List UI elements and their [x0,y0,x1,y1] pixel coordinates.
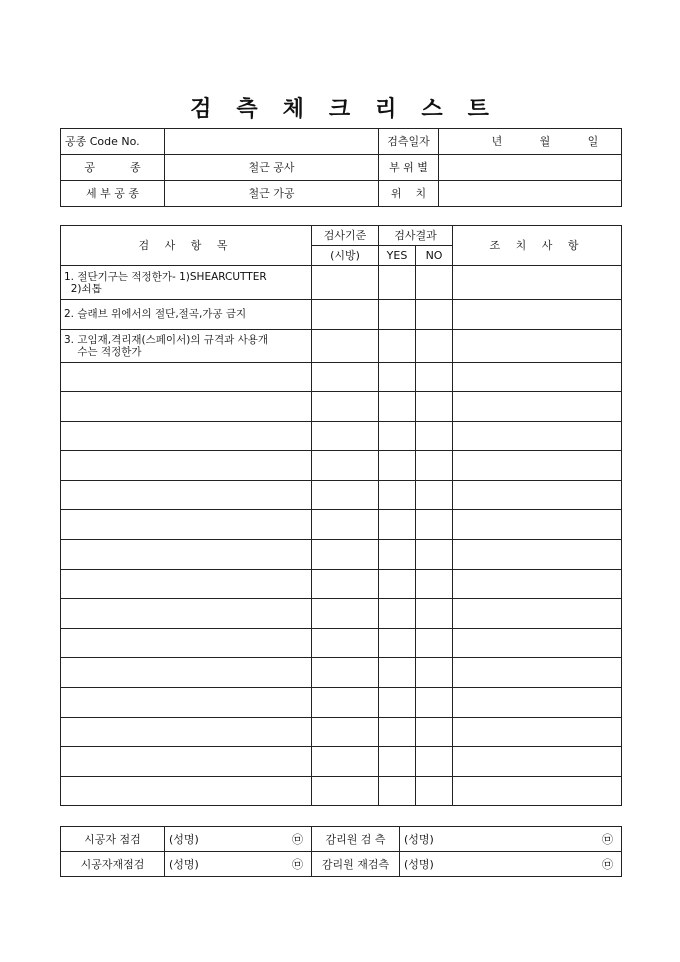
item-text: 2. 슬래브 위에서의 절단,절곡,가공 금지 [61,300,312,330]
yes-cell[interactable] [379,688,416,718]
yes-cell[interactable] [379,569,416,599]
item-cell[interactable] [61,776,312,806]
item-cell[interactable] [61,392,312,422]
info-table [60,128,622,207]
standard-cell[interactable] [312,658,379,688]
no-cell[interactable] [416,569,453,599]
table-row [61,392,622,422]
item-cell[interactable] [61,599,312,629]
title-char: 검 [190,96,213,122]
yes-cell[interactable] [379,329,416,362]
location-value[interactable] [439,181,622,207]
item-cell[interactable] [61,510,312,540]
date-value[interactable] [439,129,622,155]
standard-cell[interactable] [312,717,379,747]
action-cell[interactable] [453,569,622,599]
yes-cell[interactable] [379,540,416,570]
yes-cell[interactable] [379,628,416,658]
action-cell[interactable] [453,392,622,422]
item-cell[interactable] [61,451,312,481]
supervisor-recheck-name[interactable]: (성명) ㉤ [400,852,622,877]
yes-cell[interactable] [379,480,416,510]
yes-cell[interactable] [379,747,416,777]
detail-value[interactable]: 철근 가공 [165,181,379,207]
seal-mark: ㉤ [602,832,613,846]
location-label: 위 치 [379,181,439,207]
yes-cell[interactable] [379,362,416,392]
standard-cell[interactable] [312,362,379,392]
page-title [0,92,680,123]
table-row [61,688,622,718]
checklist-table [60,225,622,806]
yes-cell[interactable] [379,300,416,330]
item-cell[interactable] [61,569,312,599]
col-standard-sub: (시방) [312,246,379,266]
standard-cell[interactable] [312,688,379,718]
no-cell[interactable] [416,362,453,392]
no-cell[interactable] [416,300,453,330]
title-char: 스 [421,96,444,122]
yes-cell[interactable] [379,658,416,688]
table-row [61,599,622,629]
yes-cell[interactable] [379,421,416,451]
standard-cell[interactable] [312,628,379,658]
item-text: 3. 고임재,격리재(스페이서)의 규격과 사용개 수는 적정한가 [61,329,312,362]
action-cell[interactable] [453,658,622,688]
col-standard-header: 검사기준 [312,226,379,246]
part-value[interactable] [439,155,622,181]
table-row [61,628,622,658]
standard-cell[interactable] [312,329,379,362]
no-cell[interactable] [416,717,453,747]
standard-cell[interactable] [312,266,379,300]
no-cell[interactable] [416,747,453,777]
title-char: 리 [375,96,398,122]
table-row [61,480,622,510]
type-label: 공 종 [61,155,165,181]
item-cell[interactable] [61,688,312,718]
action-cell[interactable] [453,329,622,362]
standard-cell[interactable] [312,300,379,330]
action-cell[interactable] [453,510,622,540]
action-cell[interactable] [453,540,622,570]
item-text: 1. 절단기구는 적정한가- 1)SHEARCUTTER 2)쇠톱 [61,266,312,300]
table-row [61,362,622,392]
supervisor-check-label: 감리원 검 측 [312,827,400,852]
yes-cell[interactable] [379,266,416,300]
no-cell[interactable] [416,329,453,362]
action-cell[interactable] [453,266,622,300]
item-cell[interactable] [61,658,312,688]
standard-cell[interactable] [312,540,379,570]
table-row [61,540,622,570]
table-row [61,329,622,362]
yes-cell[interactable] [379,599,416,629]
yes-cell[interactable] [379,510,416,540]
date-day: 일 [587,135,599,148]
item-cell[interactable] [61,628,312,658]
title-char: 체 [282,96,305,122]
col-result-header: 검사결과 [379,226,453,246]
title-char: 측 [236,96,259,122]
col-yes-header: YES [379,246,416,266]
table-row [61,266,622,300]
col-action-header: 조 치 사 항 [453,226,622,266]
seal-mark: ㉤ [292,832,303,846]
standard-cell[interactable] [312,392,379,422]
table-row [61,451,622,481]
contractor-check-label: 시공자 점검 [61,827,165,852]
col-item-header: 검 사 항 목 [61,226,312,266]
no-cell[interactable] [416,266,453,300]
action-cell[interactable] [453,628,622,658]
standard-cell[interactable] [312,451,379,481]
action-cell[interactable] [453,421,622,451]
table-row [61,747,622,777]
standard-cell[interactable] [312,480,379,510]
standard-cell[interactable] [312,421,379,451]
action-cell[interactable] [453,300,622,330]
no-cell[interactable] [416,688,453,718]
code-value[interactable] [165,129,379,155]
no-cell[interactable] [416,628,453,658]
signoff-table [60,826,622,877]
item-cell[interactable] [61,717,312,747]
contractor-material-label: 시공자재점검 [61,852,165,877]
no-cell[interactable] [416,599,453,629]
no-cell[interactable] [416,480,453,510]
action-cell[interactable] [453,717,622,747]
detail-label: 세 부 공 종 [61,181,165,207]
item-cell[interactable] [61,747,312,777]
standard-cell[interactable] [312,776,379,806]
code-label: 공종 Code No. [61,129,165,155]
table-row [61,776,622,806]
standard-cell[interactable] [312,510,379,540]
action-cell[interactable] [453,362,622,392]
table-row [61,658,622,688]
type-value[interactable]: 철근 공사 [165,155,379,181]
date-year: 년 [491,135,503,148]
yes-cell[interactable] [379,776,416,806]
yes-cell[interactable] [379,451,416,481]
item-cell[interactable] [61,362,312,392]
date-month: 월 [539,135,551,148]
standard-cell[interactable] [312,599,379,629]
yes-cell[interactable] [379,717,416,747]
action-cell[interactable] [453,480,622,510]
no-cell[interactable] [416,451,453,481]
title-char: 크 [328,96,352,122]
standard-cell[interactable] [312,569,379,599]
table-row [61,421,622,451]
action-cell[interactable] [453,776,622,806]
action-cell[interactable] [453,688,622,718]
date-label: 검측일자 [379,129,439,155]
seal-mark: ㉤ [292,857,303,871]
action-cell[interactable] [453,451,622,481]
contractor-check-name[interactable]: (성명) ㉤ [165,827,312,852]
table-row [61,510,622,540]
no-cell[interactable] [416,421,453,451]
table-row [61,717,622,747]
title-char: 트 [467,96,490,122]
table-row [61,569,622,599]
part-label: 부 위 별 [379,155,439,181]
no-cell[interactable] [416,392,453,422]
item-cell[interactable] [61,421,312,451]
action-cell[interactable] [453,747,622,777]
item-cell[interactable] [61,480,312,510]
col-no-header: NO [416,246,453,266]
no-cell[interactable] [416,776,453,806]
supervisor-check-name[interactable]: (성명) ㉤ [400,827,622,852]
item-cell[interactable] [61,540,312,570]
no-cell[interactable] [416,510,453,540]
table-row [61,300,622,330]
standard-cell[interactable] [312,747,379,777]
no-cell[interactable] [416,658,453,688]
contractor-material-name[interactable]: (성명) ㉤ [165,852,312,877]
seal-mark: ㉤ [602,857,613,871]
no-cell[interactable] [416,540,453,570]
yes-cell[interactable] [379,392,416,422]
action-cell[interactable] [453,599,622,629]
supervisor-recheck-label: 감리원 재검측 [312,852,400,877]
